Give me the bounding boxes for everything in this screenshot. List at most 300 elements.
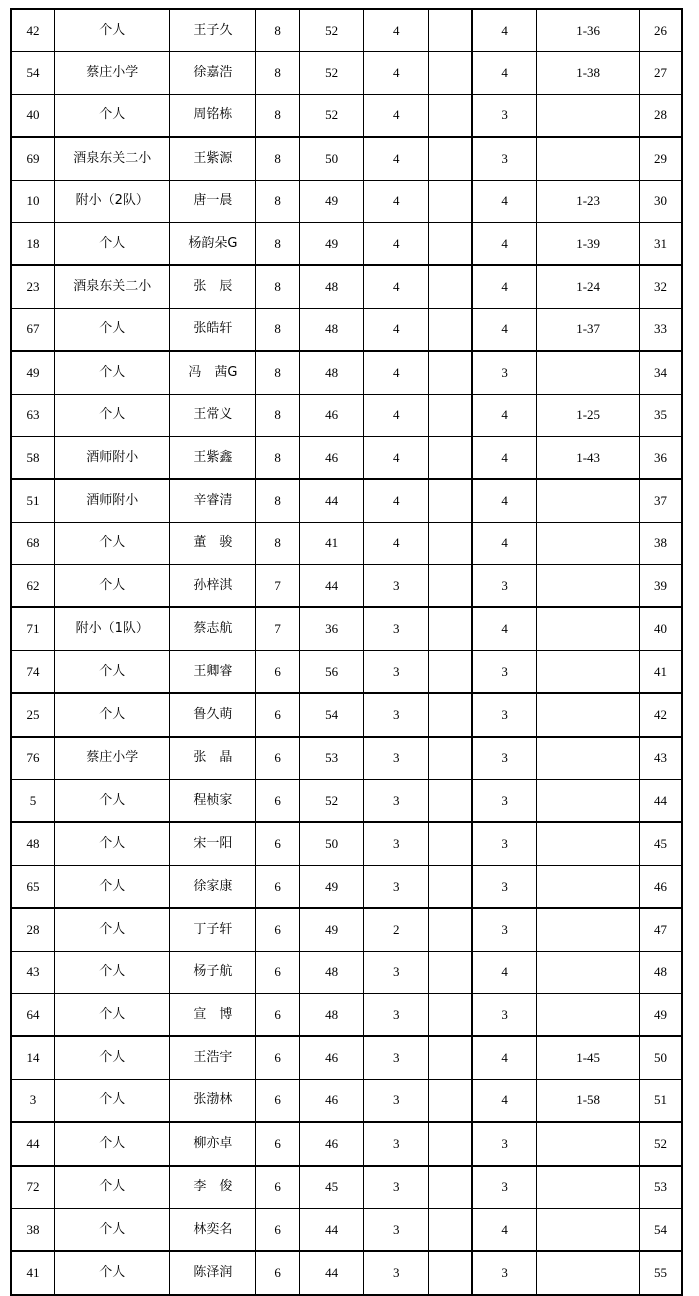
cell-tiebreak-4: 3 bbox=[472, 865, 537, 908]
cell-id: 74 bbox=[11, 650, 54, 693]
cell-tiebreak-3 bbox=[429, 1122, 472, 1165]
cell-tiebreak-3 bbox=[429, 865, 472, 908]
cell-player-name: 林奕名 bbox=[170, 1208, 256, 1251]
table-row bbox=[11, 9, 682, 52]
cell-tiebreak-2: 3 bbox=[364, 822, 429, 865]
table-row bbox=[11, 1251, 682, 1294]
cell-tiebreak-3 bbox=[429, 180, 472, 222]
cell-score: 6 bbox=[256, 865, 299, 908]
cell-player-name: 宣 博 bbox=[170, 993, 256, 1036]
cell-tiebreak-3 bbox=[429, 308, 472, 351]
cell-unit: 酒泉东关二小 bbox=[54, 137, 170, 180]
cell-score: 6 bbox=[256, 993, 299, 1036]
cell-id: 41 bbox=[11, 1251, 54, 1294]
cell-note: 1-45 bbox=[537, 1036, 640, 1079]
cell-rank: 40 bbox=[640, 607, 682, 650]
cell-rank: 34 bbox=[640, 351, 682, 394]
cell-id: 14 bbox=[11, 1036, 54, 1079]
table-row bbox=[11, 693, 682, 736]
table-row bbox=[11, 1079, 682, 1122]
cell-tiebreak-4: 3 bbox=[472, 565, 537, 608]
cell-player-name: 周铭栋 bbox=[170, 94, 256, 137]
cell-unit: 个人 bbox=[54, 394, 170, 436]
cell-tiebreak-1: 36 bbox=[299, 607, 364, 650]
cell-id: 18 bbox=[11, 222, 54, 265]
table-row bbox=[11, 565, 682, 608]
cell-tiebreak-1: 46 bbox=[299, 1079, 364, 1122]
cell-tiebreak-1: 49 bbox=[299, 180, 364, 222]
cell-player-name: 王浩宇 bbox=[170, 1036, 256, 1079]
cell-unit: 附小（2队） bbox=[54, 180, 170, 222]
cell-tiebreak-4: 3 bbox=[472, 780, 537, 823]
cell-score: 8 bbox=[256, 52, 299, 94]
cell-tiebreak-4: 3 bbox=[472, 908, 537, 951]
cell-tiebreak-4: 3 bbox=[472, 137, 537, 180]
results-table-container bbox=[10, 8, 683, 1296]
cell-id: 23 bbox=[11, 265, 54, 308]
cell-note bbox=[537, 1122, 640, 1165]
cell-player-name: 王卿睿 bbox=[170, 650, 256, 693]
table-row bbox=[11, 951, 682, 993]
cell-score: 6 bbox=[256, 1079, 299, 1122]
cell-rank: 31 bbox=[640, 222, 682, 265]
cell-id: 58 bbox=[11, 436, 54, 479]
cell-score: 8 bbox=[256, 394, 299, 436]
cell-rank: 30 bbox=[640, 180, 682, 222]
cell-rank: 26 bbox=[640, 9, 682, 52]
cell-tiebreak-3 bbox=[429, 908, 472, 951]
cell-id: 49 bbox=[11, 351, 54, 394]
cell-player-name: 张皓轩 bbox=[170, 308, 256, 351]
cell-id: 51 bbox=[11, 479, 54, 522]
cell-tiebreak-4: 4 bbox=[472, 1079, 537, 1122]
cell-score: 8 bbox=[256, 308, 299, 351]
cell-tiebreak-4: 4 bbox=[472, 479, 537, 522]
cell-note: 1-39 bbox=[537, 222, 640, 265]
cell-rank: 44 bbox=[640, 780, 682, 823]
cell-unit: 个人 bbox=[54, 1036, 170, 1079]
table-row bbox=[11, 436, 682, 479]
cell-id: 64 bbox=[11, 993, 54, 1036]
table-row bbox=[11, 737, 682, 780]
cell-unit: 酒师附小 bbox=[54, 436, 170, 479]
cell-rank: 36 bbox=[640, 436, 682, 479]
cell-tiebreak-2: 4 bbox=[364, 52, 429, 94]
cell-tiebreak-3 bbox=[429, 1036, 472, 1079]
cell-tiebreak-1: 46 bbox=[299, 1036, 364, 1079]
cell-tiebreak-4: 4 bbox=[472, 522, 537, 564]
cell-id: 10 bbox=[11, 180, 54, 222]
table-row bbox=[11, 1208, 682, 1251]
cell-tiebreak-1: 46 bbox=[299, 436, 364, 479]
cell-tiebreak-1: 46 bbox=[299, 394, 364, 436]
cell-unit: 个人 bbox=[54, 951, 170, 993]
cell-player-name: 丁子轩 bbox=[170, 908, 256, 951]
cell-player-name: 宋一阳 bbox=[170, 822, 256, 865]
cell-score: 8 bbox=[256, 180, 299, 222]
cell-unit: 个人 bbox=[54, 222, 170, 265]
table-row bbox=[11, 1036, 682, 1079]
cell-rank: 55 bbox=[640, 1251, 682, 1294]
cell-tiebreak-4: 3 bbox=[472, 650, 537, 693]
cell-tiebreak-2: 3 bbox=[364, 1036, 429, 1079]
table-row bbox=[11, 94, 682, 137]
cell-unit: 个人 bbox=[54, 9, 170, 52]
cell-note: 1-25 bbox=[537, 394, 640, 436]
cell-tiebreak-3 bbox=[429, 993, 472, 1036]
cell-tiebreak-3 bbox=[429, 9, 472, 52]
cell-rank: 49 bbox=[640, 993, 682, 1036]
cell-tiebreak-2: 3 bbox=[364, 1251, 429, 1294]
cell-tiebreak-3 bbox=[429, 52, 472, 94]
cell-tiebreak-3 bbox=[429, 1079, 472, 1122]
cell-unit: 个人 bbox=[54, 865, 170, 908]
cell-tiebreak-2: 3 bbox=[364, 1208, 429, 1251]
cell-tiebreak-2: 4 bbox=[364, 265, 429, 308]
cell-id: 54 bbox=[11, 52, 54, 94]
cell-tiebreak-4: 3 bbox=[472, 94, 537, 137]
cell-tiebreak-1: 44 bbox=[299, 1208, 364, 1251]
cell-tiebreak-1: 49 bbox=[299, 222, 364, 265]
cell-tiebreak-4: 4 bbox=[472, 436, 537, 479]
cell-note bbox=[537, 693, 640, 736]
cell-id: 5 bbox=[11, 780, 54, 823]
cell-note bbox=[537, 137, 640, 180]
cell-note bbox=[537, 737, 640, 780]
cell-score: 8 bbox=[256, 137, 299, 180]
table-row bbox=[11, 650, 682, 693]
cell-rank: 50 bbox=[640, 1036, 682, 1079]
cell-id: 68 bbox=[11, 522, 54, 564]
cell-id: 65 bbox=[11, 865, 54, 908]
cell-unit: 个人 bbox=[54, 522, 170, 564]
cell-unit: 个人 bbox=[54, 780, 170, 823]
cell-tiebreak-3 bbox=[429, 436, 472, 479]
cell-tiebreak-2: 4 bbox=[364, 479, 429, 522]
cell-unit: 蔡庄小学 bbox=[54, 737, 170, 780]
cell-tiebreak-4: 4 bbox=[472, 308, 537, 351]
cell-note: 1-24 bbox=[537, 265, 640, 308]
cell-score: 6 bbox=[256, 1122, 299, 1165]
cell-note: 1-36 bbox=[537, 9, 640, 52]
cell-tiebreak-2: 4 bbox=[364, 137, 429, 180]
table-row bbox=[11, 522, 682, 564]
cell-unit: 个人 bbox=[54, 1251, 170, 1294]
cell-rank: 27 bbox=[640, 52, 682, 94]
cell-tiebreak-2: 3 bbox=[364, 1166, 429, 1209]
cell-score: 8 bbox=[256, 351, 299, 394]
cell-tiebreak-4: 4 bbox=[472, 1036, 537, 1079]
cell-score: 6 bbox=[256, 1036, 299, 1079]
table-row bbox=[11, 865, 682, 908]
cell-rank: 39 bbox=[640, 565, 682, 608]
cell-score: 6 bbox=[256, 951, 299, 993]
cell-tiebreak-1: 56 bbox=[299, 650, 364, 693]
cell-tiebreak-4: 3 bbox=[472, 351, 537, 394]
cell-note bbox=[537, 479, 640, 522]
table-row bbox=[11, 351, 682, 394]
cell-unit: 个人 bbox=[54, 308, 170, 351]
table-row bbox=[11, 265, 682, 308]
cell-note bbox=[537, 993, 640, 1036]
cell-note bbox=[537, 607, 640, 650]
table-row bbox=[11, 822, 682, 865]
cell-player-name: 王紫源 bbox=[170, 137, 256, 180]
cell-tiebreak-3 bbox=[429, 265, 472, 308]
cell-tiebreak-1: 48 bbox=[299, 308, 364, 351]
cell-id: 67 bbox=[11, 308, 54, 351]
cell-tiebreak-2: 4 bbox=[364, 222, 429, 265]
cell-player-name: 张 辰 bbox=[170, 265, 256, 308]
cell-player-name: 王子久 bbox=[170, 9, 256, 52]
table-row bbox=[11, 308, 682, 351]
cell-score: 8 bbox=[256, 436, 299, 479]
cell-tiebreak-2: 4 bbox=[364, 394, 429, 436]
cell-tiebreak-2: 4 bbox=[364, 522, 429, 564]
cell-note bbox=[537, 1166, 640, 1209]
cell-tiebreak-4: 4 bbox=[472, 222, 537, 265]
cell-tiebreak-1: 52 bbox=[299, 780, 364, 823]
cell-score: 8 bbox=[256, 479, 299, 522]
cell-tiebreak-2: 3 bbox=[364, 650, 429, 693]
cell-tiebreak-3 bbox=[429, 951, 472, 993]
cell-player-name: 陈泽润 bbox=[170, 1251, 256, 1294]
cell-id: 72 bbox=[11, 1166, 54, 1209]
cell-player-name: 杨子航 bbox=[170, 951, 256, 993]
cell-score: 8 bbox=[256, 9, 299, 52]
cell-tiebreak-1: 48 bbox=[299, 351, 364, 394]
cell-tiebreak-2: 4 bbox=[364, 351, 429, 394]
cell-tiebreak-4: 3 bbox=[472, 1122, 537, 1165]
cell-rank: 28 bbox=[640, 94, 682, 137]
cell-note bbox=[537, 865, 640, 908]
cell-id: 63 bbox=[11, 394, 54, 436]
cell-tiebreak-4: 3 bbox=[472, 737, 537, 780]
cell-tiebreak-4: 4 bbox=[472, 180, 537, 222]
cell-rank: 52 bbox=[640, 1122, 682, 1165]
cell-score: 8 bbox=[256, 94, 299, 137]
cell-tiebreak-3 bbox=[429, 607, 472, 650]
cell-note bbox=[537, 1251, 640, 1294]
cell-tiebreak-2: 4 bbox=[364, 436, 429, 479]
cell-tiebreak-3 bbox=[429, 1166, 472, 1209]
cell-rank: 51 bbox=[640, 1079, 682, 1122]
cell-player-name: 孙梓淇 bbox=[170, 565, 256, 608]
cell-note bbox=[537, 822, 640, 865]
cell-score: 6 bbox=[256, 737, 299, 780]
cell-rank: 32 bbox=[640, 265, 682, 308]
cell-id: 48 bbox=[11, 822, 54, 865]
cell-tiebreak-2: 4 bbox=[364, 308, 429, 351]
cell-tiebreak-4: 3 bbox=[472, 693, 537, 736]
cell-rank: 42 bbox=[640, 693, 682, 736]
cell-rank: 35 bbox=[640, 394, 682, 436]
cell-tiebreak-2: 4 bbox=[364, 180, 429, 222]
table-row bbox=[11, 908, 682, 951]
cell-player-name: 王常义 bbox=[170, 394, 256, 436]
cell-id: 69 bbox=[11, 137, 54, 180]
cell-score: 6 bbox=[256, 650, 299, 693]
cell-tiebreak-2: 4 bbox=[364, 94, 429, 137]
cell-id: 44 bbox=[11, 1122, 54, 1165]
cell-tiebreak-2: 3 bbox=[364, 865, 429, 908]
cell-note bbox=[537, 908, 640, 951]
cell-tiebreak-2: 4 bbox=[364, 9, 429, 52]
cell-unit: 个人 bbox=[54, 565, 170, 608]
table-row bbox=[11, 52, 682, 94]
cell-unit: 附小（1队） bbox=[54, 607, 170, 650]
cell-note bbox=[537, 780, 640, 823]
cell-tiebreak-1: 48 bbox=[299, 951, 364, 993]
cell-score: 6 bbox=[256, 1251, 299, 1294]
cell-tiebreak-4: 4 bbox=[472, 394, 537, 436]
cell-player-name: 蔡志航 bbox=[170, 607, 256, 650]
cell-rank: 29 bbox=[640, 137, 682, 180]
cell-unit: 酒师附小 bbox=[54, 479, 170, 522]
table-row bbox=[11, 607, 682, 650]
cell-tiebreak-2: 3 bbox=[364, 737, 429, 780]
cell-tiebreak-3 bbox=[429, 737, 472, 780]
cell-unit: 个人 bbox=[54, 650, 170, 693]
cell-score: 6 bbox=[256, 908, 299, 951]
cell-player-name: 徐家康 bbox=[170, 865, 256, 908]
cell-note bbox=[537, 94, 640, 137]
table-row bbox=[11, 222, 682, 265]
cell-id: 42 bbox=[11, 9, 54, 52]
cell-tiebreak-3 bbox=[429, 1208, 472, 1251]
cell-tiebreak-2: 3 bbox=[364, 565, 429, 608]
cell-tiebreak-1: 44 bbox=[299, 1251, 364, 1294]
table-row bbox=[11, 993, 682, 1036]
cell-unit: 酒泉东关二小 bbox=[54, 265, 170, 308]
cell-unit: 个人 bbox=[54, 908, 170, 951]
cell-unit: 个人 bbox=[54, 993, 170, 1036]
cell-tiebreak-1: 52 bbox=[299, 52, 364, 94]
cell-tiebreak-3 bbox=[429, 137, 472, 180]
cell-note: 1-43 bbox=[537, 436, 640, 479]
cell-score: 6 bbox=[256, 1208, 299, 1251]
cell-note: 1-23 bbox=[537, 180, 640, 222]
cell-rank: 47 bbox=[640, 908, 682, 951]
cell-player-name: 唐一晨 bbox=[170, 180, 256, 222]
cell-tiebreak-1: 46 bbox=[299, 1122, 364, 1165]
cell-note bbox=[537, 351, 640, 394]
cell-player-name: 柳亦卓 bbox=[170, 1122, 256, 1165]
cell-tiebreak-3 bbox=[429, 351, 472, 394]
cell-tiebreak-2: 3 bbox=[364, 693, 429, 736]
cell-tiebreak-2: 3 bbox=[364, 607, 429, 650]
cell-tiebreak-4: 4 bbox=[472, 607, 537, 650]
cell-id: 71 bbox=[11, 607, 54, 650]
cell-player-name: 程桢家 bbox=[170, 780, 256, 823]
cell-score: 6 bbox=[256, 693, 299, 736]
cell-unit: 个人 bbox=[54, 693, 170, 736]
cell-tiebreak-1: 49 bbox=[299, 865, 364, 908]
cell-player-name: 李 俊 bbox=[170, 1166, 256, 1209]
cell-tiebreak-1: 48 bbox=[299, 993, 364, 1036]
cell-tiebreak-3 bbox=[429, 650, 472, 693]
cell-score: 6 bbox=[256, 822, 299, 865]
cell-rank: 41 bbox=[640, 650, 682, 693]
cell-note: 1-58 bbox=[537, 1079, 640, 1122]
cell-rank: 46 bbox=[640, 865, 682, 908]
cell-tiebreak-4: 4 bbox=[472, 265, 537, 308]
cell-player-name: 张渤林 bbox=[170, 1079, 256, 1122]
cell-unit: 个人 bbox=[54, 1166, 170, 1209]
table-body bbox=[11, 9, 682, 1295]
results-table bbox=[10, 8, 683, 1296]
cell-player-name: 董 骏 bbox=[170, 522, 256, 564]
cell-rank: 38 bbox=[640, 522, 682, 564]
cell-player-name: 杨韵朵G bbox=[170, 222, 256, 265]
cell-id: 25 bbox=[11, 693, 54, 736]
cell-rank: 33 bbox=[640, 308, 682, 351]
cell-tiebreak-1: 50 bbox=[299, 137, 364, 180]
cell-note bbox=[537, 1208, 640, 1251]
cell-unit: 蔡庄小学 bbox=[54, 52, 170, 94]
cell-player-name: 鲁久萌 bbox=[170, 693, 256, 736]
cell-tiebreak-4: 3 bbox=[472, 993, 537, 1036]
cell-note: 1-38 bbox=[537, 52, 640, 94]
cell-player-name: 冯 茜G bbox=[170, 351, 256, 394]
cell-note bbox=[537, 522, 640, 564]
cell-id: 3 bbox=[11, 1079, 54, 1122]
cell-tiebreak-4: 4 bbox=[472, 951, 537, 993]
table-row bbox=[11, 1122, 682, 1165]
cell-tiebreak-4: 4 bbox=[472, 9, 537, 52]
cell-tiebreak-1: 50 bbox=[299, 822, 364, 865]
cell-unit: 个人 bbox=[54, 1208, 170, 1251]
cell-rank: 53 bbox=[640, 1166, 682, 1209]
cell-tiebreak-3 bbox=[429, 94, 472, 137]
cell-score: 8 bbox=[256, 522, 299, 564]
cell-id: 38 bbox=[11, 1208, 54, 1251]
table-row bbox=[11, 394, 682, 436]
cell-tiebreak-1: 41 bbox=[299, 522, 364, 564]
cell-tiebreak-4: 4 bbox=[472, 52, 537, 94]
cell-player-name: 徐嘉浩 bbox=[170, 52, 256, 94]
cell-tiebreak-4: 4 bbox=[472, 1208, 537, 1251]
cell-unit: 个人 bbox=[54, 94, 170, 137]
cell-player-name: 辛睿清 bbox=[170, 479, 256, 522]
cell-unit: 个人 bbox=[54, 1122, 170, 1165]
cell-tiebreak-1: 44 bbox=[299, 479, 364, 522]
cell-tiebreak-2: 3 bbox=[364, 951, 429, 993]
cell-tiebreak-3 bbox=[429, 479, 472, 522]
cell-note bbox=[537, 951, 640, 993]
cell-tiebreak-2: 3 bbox=[364, 993, 429, 1036]
cell-id: 76 bbox=[11, 737, 54, 780]
cell-score: 7 bbox=[256, 607, 299, 650]
cell-tiebreak-3 bbox=[429, 780, 472, 823]
cell-rank: 48 bbox=[640, 951, 682, 993]
cell-tiebreak-1: 52 bbox=[299, 94, 364, 137]
cell-tiebreak-2: 3 bbox=[364, 1122, 429, 1165]
cell-unit: 个人 bbox=[54, 822, 170, 865]
cell-score: 8 bbox=[256, 265, 299, 308]
cell-rank: 45 bbox=[640, 822, 682, 865]
cell-score: 6 bbox=[256, 780, 299, 823]
table-row bbox=[11, 479, 682, 522]
cell-tiebreak-1: 49 bbox=[299, 908, 364, 951]
cell-tiebreak-1: 52 bbox=[299, 9, 364, 52]
cell-tiebreak-3 bbox=[429, 522, 472, 564]
cell-tiebreak-3 bbox=[429, 565, 472, 608]
cell-note: 1-37 bbox=[537, 308, 640, 351]
cell-tiebreak-1: 45 bbox=[299, 1166, 364, 1209]
cell-tiebreak-3 bbox=[429, 822, 472, 865]
cell-note bbox=[537, 565, 640, 608]
